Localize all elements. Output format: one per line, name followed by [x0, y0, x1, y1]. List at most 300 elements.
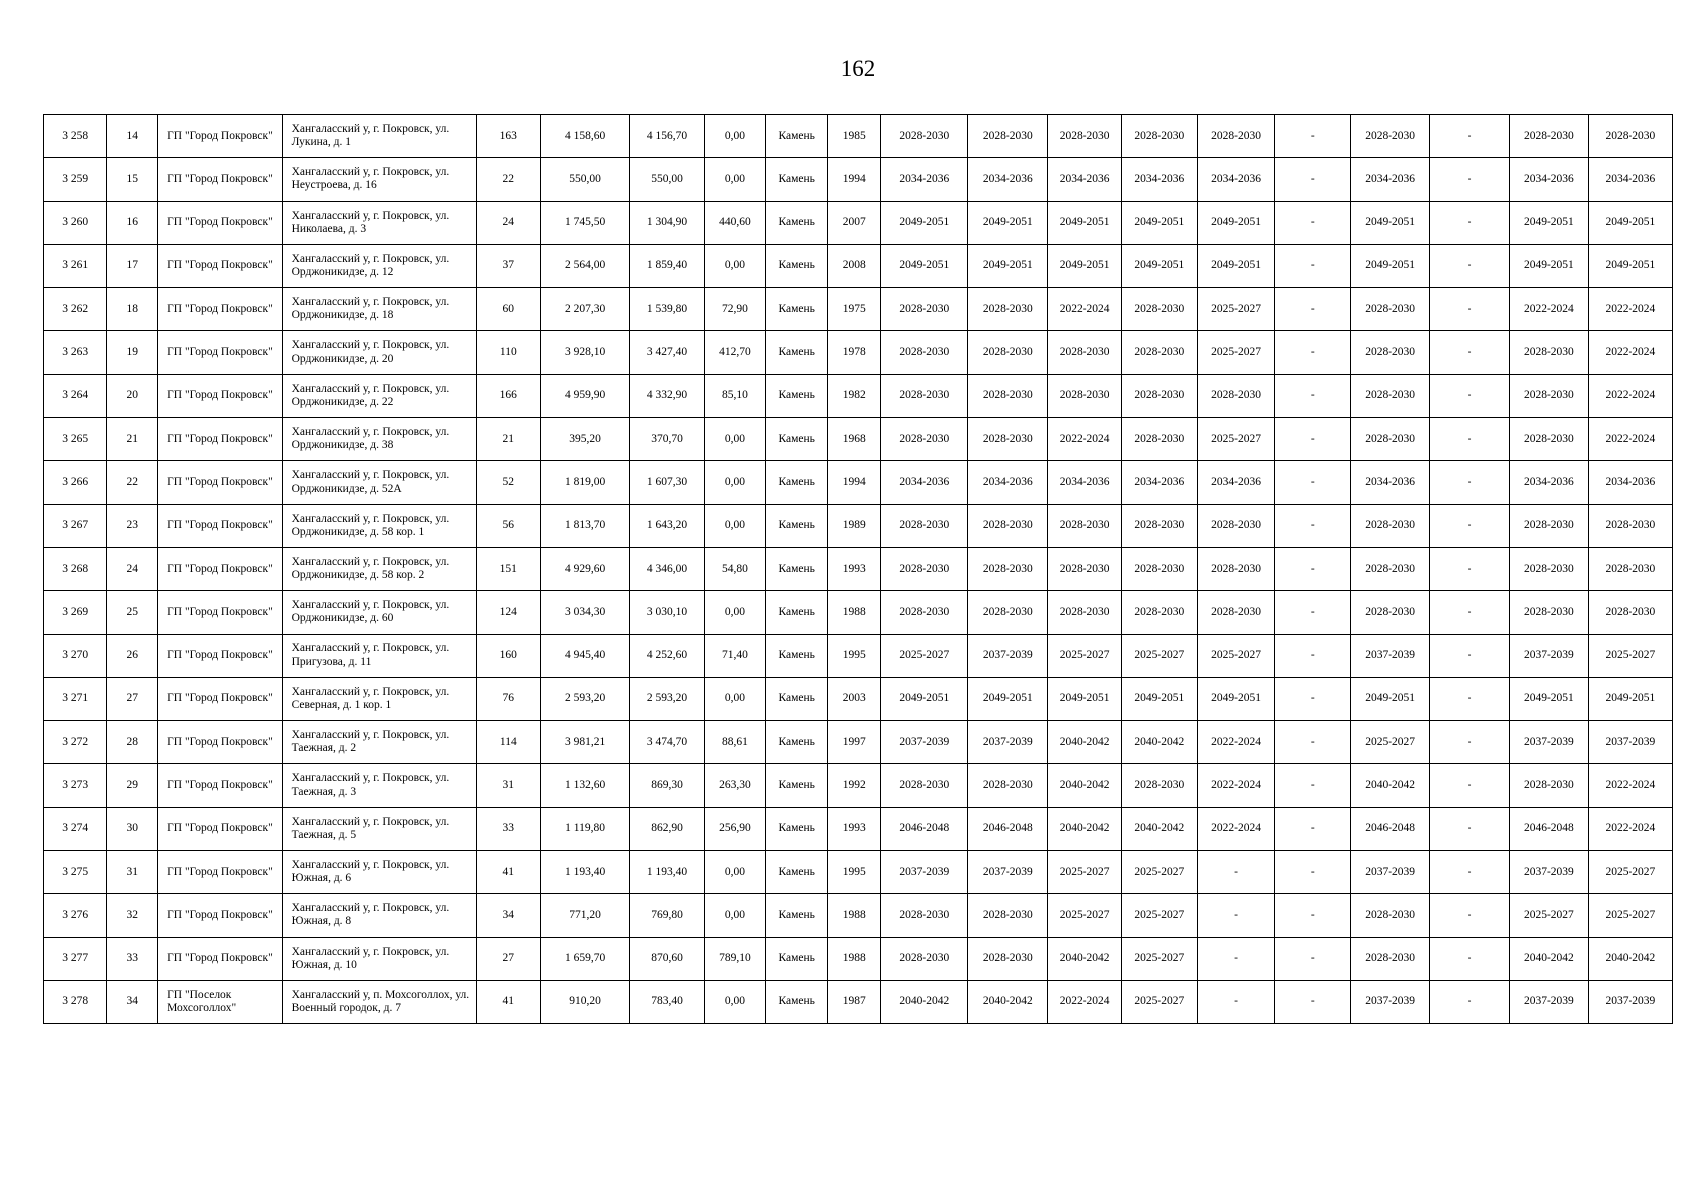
cell-term-3: 2049-2051 [1048, 201, 1122, 244]
cell-term-5: 2028-2030 [1197, 115, 1275, 158]
cell-term-7: 2049-2051 [1351, 201, 1430, 244]
cell-address: Хангаласский у, г. Покровск, ул. Орджоникидзе, д. 22 [282, 374, 476, 417]
cell-municipality: ГП "Город Покровск" [158, 288, 283, 331]
cell-term-9: 2037-2039 [1509, 980, 1588, 1023]
cell-term-3: 2049-2051 [1048, 244, 1122, 287]
cell-term-8: - [1430, 721, 1510, 764]
cell-non-residential-area: 72,90 [704, 288, 765, 331]
cell-item-number: 34 [107, 980, 158, 1023]
cell-term-5: 2022-2024 [1197, 764, 1275, 807]
cell-term-6: - [1275, 418, 1351, 461]
cell-term-4: 2028-2030 [1121, 504, 1197, 547]
cell-address: Хангаласский у, г. Покровск, ул. Южная, д. 8 [282, 894, 476, 937]
cell-term-7: 2028-2030 [1351, 894, 1430, 937]
cell-residential-area: 370,70 [630, 418, 705, 461]
cell-term-2: 2034-2036 [968, 158, 1048, 201]
cell-address: Хангаласский у, г. Покровск, ул. Неустроева, д. 16 [282, 158, 476, 201]
cell-term-10: 2040-2042 [1588, 937, 1672, 980]
cell-term-7: 2028-2030 [1351, 547, 1430, 590]
table-row [44, 547, 1673, 590]
cell-term-10: 2037-2039 [1588, 721, 1672, 764]
cell-non-residential-area: 0,00 [704, 418, 765, 461]
cell-term-2: 2028-2030 [968, 374, 1048, 417]
cell-term-6: - [1275, 374, 1351, 417]
cell-wall-material: Камень [766, 764, 828, 807]
cell-year-built: 1994 [828, 461, 881, 504]
cell-non-residential-area: 0,00 [704, 115, 765, 158]
cell-term-8: - [1430, 851, 1510, 894]
cell-term-2: 2046-2048 [968, 807, 1048, 850]
table-row [44, 115, 1673, 158]
cell-term-2: 2049-2051 [968, 244, 1048, 287]
cell-term-3: 2028-2030 [1048, 547, 1122, 590]
table-row [44, 764, 1673, 807]
cell-term-9: 2028-2030 [1509, 331, 1588, 374]
cell-item-number: 24 [107, 547, 158, 590]
cell-term-2: 2028-2030 [968, 764, 1048, 807]
cell-row-number: 3 263 [44, 331, 107, 374]
cell-item-number: 20 [107, 374, 158, 417]
cell-non-residential-area: 0,00 [704, 504, 765, 547]
cell-term-9: 2028-2030 [1509, 374, 1588, 417]
cell-wall-material: Камень [766, 331, 828, 374]
cell-year-built: 1982 [828, 374, 881, 417]
cell-row-number: 3 260 [44, 201, 107, 244]
cell-total-area: 4 929,60 [540, 547, 629, 590]
cell-term-6: - [1275, 461, 1351, 504]
cell-term-9: 2034-2036 [1509, 158, 1588, 201]
cell-term-8: - [1430, 374, 1510, 417]
cell-term-8: - [1430, 591, 1510, 634]
cell-row-number: 3 266 [44, 461, 107, 504]
cell-term-1: 2049-2051 [881, 244, 968, 287]
cell-wall-material: Камень [766, 634, 828, 677]
cell-term-7: 2028-2030 [1351, 591, 1430, 634]
cell-term-9: 2028-2030 [1509, 115, 1588, 158]
cell-term-8: - [1430, 634, 1510, 677]
cell-term-9: 2037-2039 [1509, 721, 1588, 764]
table-row [44, 677, 1673, 720]
cell-term-1: 2028-2030 [881, 547, 968, 590]
cell-term-8: - [1430, 418, 1510, 461]
cell-total-area: 2 207,30 [540, 288, 629, 331]
cell-term-9: 2025-2027 [1509, 894, 1588, 937]
cell-wall-material: Камень [766, 980, 828, 1023]
cell-term-5: 2049-2051 [1197, 677, 1275, 720]
cell-residential-area: 1 193,40 [630, 851, 705, 894]
cell-item-number: 30 [107, 807, 158, 850]
cell-residential-area: 3 427,40 [630, 331, 705, 374]
cell-term-4: 2028-2030 [1121, 547, 1197, 590]
cell-term-4: 2025-2027 [1121, 894, 1197, 937]
cell-term-1: 2037-2039 [881, 851, 968, 894]
table-row [44, 418, 1673, 461]
cell-term-1: 2028-2030 [881, 288, 968, 331]
cell-total-area: 3 928,10 [540, 331, 629, 374]
cell-term-10: 2034-2036 [1588, 158, 1672, 201]
table-row [44, 374, 1673, 417]
cell-term-5: - [1197, 980, 1275, 1023]
cell-year-built: 1995 [828, 634, 881, 677]
cell-term-4: 2028-2030 [1121, 591, 1197, 634]
table-row [44, 331, 1673, 374]
cell-term-10: 2025-2027 [1588, 851, 1672, 894]
cell-total-area: 1 813,70 [540, 504, 629, 547]
cell-total-area: 2 564,00 [540, 244, 629, 287]
cell-item-number: 18 [107, 288, 158, 331]
cell-residents: 76 [476, 677, 540, 720]
cell-address: Хангаласский у, г. Покровск, ул. Орджоникидзе, д. 38 [282, 418, 476, 461]
cell-year-built: 1988 [828, 937, 881, 980]
cell-term-3: 2028-2030 [1048, 331, 1122, 374]
table-body [44, 115, 1673, 1024]
cell-term-6: - [1275, 721, 1351, 764]
cell-term-2: 2028-2030 [968, 115, 1048, 158]
cell-term-1: 2028-2030 [881, 418, 968, 461]
cell-term-5: 2049-2051 [1197, 201, 1275, 244]
cell-year-built: 1987 [828, 980, 881, 1023]
cell-residential-area: 1 304,90 [630, 201, 705, 244]
table-row [44, 721, 1673, 764]
cell-term-6: - [1275, 331, 1351, 374]
cell-residential-area: 769,80 [630, 894, 705, 937]
cell-residents: 33 [476, 807, 540, 850]
cell-term-3: 2034-2036 [1048, 461, 1122, 504]
cell-term-3: 2040-2042 [1048, 764, 1122, 807]
cell-term-6: - [1275, 115, 1351, 158]
cell-residential-area: 4 332,90 [630, 374, 705, 417]
cell-non-residential-area: 0,00 [704, 591, 765, 634]
cell-term-2: 2028-2030 [968, 547, 1048, 590]
cell-term-3: 2022-2024 [1048, 418, 1122, 461]
cell-term-6: - [1275, 764, 1351, 807]
table-row [44, 461, 1673, 504]
cell-wall-material: Камень [766, 851, 828, 894]
cell-wall-material: Камень [766, 201, 828, 244]
cell-residents: 56 [476, 504, 540, 547]
cell-term-4: 2049-2051 [1121, 677, 1197, 720]
cell-municipality: ГП "Город Покровск" [158, 634, 283, 677]
cell-non-residential-area: 0,00 [704, 851, 765, 894]
cell-term-5: 2049-2051 [1197, 244, 1275, 287]
cell-wall-material: Камень [766, 244, 828, 287]
cell-term-1: 2049-2051 [881, 677, 968, 720]
cell-address: Хангаласский у, г. Покровск, ул. Николаева, д. 3 [282, 201, 476, 244]
cell-term-8: - [1430, 807, 1510, 850]
cell-row-number: 3 259 [44, 158, 107, 201]
cell-residential-area: 1 643,20 [630, 504, 705, 547]
cell-residents: 163 [476, 115, 540, 158]
cell-term-2: 2049-2051 [968, 677, 1048, 720]
cell-wall-material: Камень [766, 158, 828, 201]
cell-year-built: 1988 [828, 894, 881, 937]
cell-term-9: 2049-2051 [1509, 677, 1588, 720]
cell-term-5: - [1197, 937, 1275, 980]
cell-term-7: 2025-2027 [1351, 721, 1430, 764]
cell-row-number: 3 261 [44, 244, 107, 287]
cell-term-9: 2049-2051 [1509, 201, 1588, 244]
cell-term-3: 2040-2042 [1048, 937, 1122, 980]
cell-term-4: 2040-2042 [1121, 807, 1197, 850]
cell-address: Хангаласский у, г. Покровск, ул. Южная, д. 10 [282, 937, 476, 980]
cell-term-2: 2040-2042 [968, 980, 1048, 1023]
cell-term-6: - [1275, 894, 1351, 937]
cell-term-8: - [1430, 331, 1510, 374]
cell-residential-area: 1 859,40 [630, 244, 705, 287]
cell-term-2: 2034-2036 [968, 461, 1048, 504]
cell-municipality: ГП "Город Покровск" [158, 764, 283, 807]
cell-term-6: - [1275, 937, 1351, 980]
cell-row-number: 3 275 [44, 851, 107, 894]
cell-term-7: 2028-2030 [1351, 115, 1430, 158]
cell-term-1: 2034-2036 [881, 461, 968, 504]
cell-term-3: 2049-2051 [1048, 677, 1122, 720]
cell-term-10: 2049-2051 [1588, 244, 1672, 287]
cell-residents: 160 [476, 634, 540, 677]
cell-term-10: 2028-2030 [1588, 547, 1672, 590]
cell-term-3: 2022-2024 [1048, 980, 1122, 1023]
cell-term-2: 2028-2030 [968, 894, 1048, 937]
cell-item-number: 32 [107, 894, 158, 937]
table-row [44, 937, 1673, 980]
cell-total-area: 1 119,80 [540, 807, 629, 850]
cell-address: Хангаласский у, г. Покровск, ул. Таежная, д. 5 [282, 807, 476, 850]
cell-total-area: 1 819,00 [540, 461, 629, 504]
cell-residential-area: 3 030,10 [630, 591, 705, 634]
cell-year-built: 1994 [828, 158, 881, 201]
cell-term-6: - [1275, 158, 1351, 201]
cell-wall-material: Камень [766, 677, 828, 720]
cell-wall-material: Камень [766, 374, 828, 417]
cell-wall-material: Камень [766, 937, 828, 980]
cell-residents: 21 [476, 418, 540, 461]
cell-year-built: 1978 [828, 331, 881, 374]
cell-term-5: 2034-2036 [1197, 158, 1275, 201]
cell-term-3: 2028-2030 [1048, 504, 1122, 547]
cell-term-8: - [1430, 764, 1510, 807]
table-row [44, 288, 1673, 331]
cell-term-9: 2049-2051 [1509, 244, 1588, 287]
table-row [44, 158, 1673, 201]
cell-term-1: 2028-2030 [881, 504, 968, 547]
table-row [44, 851, 1673, 894]
cell-item-number: 33 [107, 937, 158, 980]
cell-term-6: - [1275, 677, 1351, 720]
cell-term-1: 2028-2030 [881, 894, 968, 937]
cell-address: Хангаласский у, г. Покровск, ул. Орджоникидзе, д. 58 кор. 1 [282, 504, 476, 547]
cell-item-number: 25 [107, 591, 158, 634]
cell-term-8: - [1430, 244, 1510, 287]
cell-total-area: 550,00 [540, 158, 629, 201]
cell-item-number: 22 [107, 461, 158, 504]
cell-term-9: 2046-2048 [1509, 807, 1588, 850]
cell-term-10: 2028-2030 [1588, 504, 1672, 547]
cell-year-built: 1993 [828, 807, 881, 850]
cell-term-2: 2037-2039 [968, 721, 1048, 764]
cell-term-4: 2034-2036 [1121, 158, 1197, 201]
cell-address: Хангаласский у, г. Покровск, ул. Орджоникидзе, д. 52А [282, 461, 476, 504]
cell-year-built: 1975 [828, 288, 881, 331]
cell-residents: 22 [476, 158, 540, 201]
cell-term-4: 2025-2027 [1121, 980, 1197, 1023]
cell-term-7: 2037-2039 [1351, 851, 1430, 894]
cell-non-residential-area: 263,30 [704, 764, 765, 807]
cell-address: Хангаласский у, г. Покровск, ул. Орджоникидзе, д. 18 [282, 288, 476, 331]
cell-municipality: ГП "Город Покровск" [158, 418, 283, 461]
cell-total-area: 4 959,90 [540, 374, 629, 417]
cell-item-number: 23 [107, 504, 158, 547]
cell-term-5: 2028-2030 [1197, 504, 1275, 547]
cell-total-area: 771,20 [540, 894, 629, 937]
cell-item-number: 29 [107, 764, 158, 807]
cell-residents: 34 [476, 894, 540, 937]
cell-year-built: 1997 [828, 721, 881, 764]
cell-term-10: 2028-2030 [1588, 591, 1672, 634]
cell-term-9: 2037-2039 [1509, 634, 1588, 677]
cell-term-4: 2028-2030 [1121, 374, 1197, 417]
cell-municipality: ГП "Город Покровск" [158, 894, 283, 937]
cell-term-4: 2049-2051 [1121, 244, 1197, 287]
cell-municipality: ГП "Город Покровск" [158, 201, 283, 244]
cell-non-residential-area: 88,61 [704, 721, 765, 764]
cell-term-8: - [1430, 894, 1510, 937]
cell-total-area: 395,20 [540, 418, 629, 461]
cell-term-8: - [1430, 980, 1510, 1023]
cell-total-area: 2 593,20 [540, 677, 629, 720]
cell-wall-material: Камень [766, 461, 828, 504]
cell-term-1: 2037-2039 [881, 721, 968, 764]
cell-term-6: - [1275, 547, 1351, 590]
cell-term-2: 2028-2030 [968, 504, 1048, 547]
cell-residents: 37 [476, 244, 540, 287]
cell-residents: 27 [476, 937, 540, 980]
cell-year-built: 1995 [828, 851, 881, 894]
cell-term-7: 2028-2030 [1351, 418, 1430, 461]
cell-residential-area: 3 474,70 [630, 721, 705, 764]
cell-term-7: 2028-2030 [1351, 331, 1430, 374]
cell-non-residential-area: 54,80 [704, 547, 765, 590]
cell-municipality: ГП "Город Покровск" [158, 115, 283, 158]
cell-term-4: 2028-2030 [1121, 288, 1197, 331]
cell-term-1: 2046-2048 [881, 807, 968, 850]
cell-term-7: 2028-2030 [1351, 937, 1430, 980]
cell-term-3: 2025-2027 [1048, 634, 1122, 677]
cell-term-8: - [1430, 158, 1510, 201]
cell-term-8: - [1430, 461, 1510, 504]
cell-term-6: - [1275, 634, 1351, 677]
cell-row-number: 3 272 [44, 721, 107, 764]
cell-year-built: 1992 [828, 764, 881, 807]
cell-term-8: - [1430, 115, 1510, 158]
cell-year-built: 1988 [828, 591, 881, 634]
cell-term-10: 2025-2027 [1588, 894, 1672, 937]
cell-item-number: 14 [107, 115, 158, 158]
cell-year-built: 1985 [828, 115, 881, 158]
cell-term-2: 2049-2051 [968, 201, 1048, 244]
cell-term-9: 2028-2030 [1509, 764, 1588, 807]
cell-wall-material: Камень [766, 807, 828, 850]
cell-term-1: 2028-2030 [881, 331, 968, 374]
cell-term-1: 2028-2030 [881, 115, 968, 158]
cell-term-5: 2025-2027 [1197, 331, 1275, 374]
cell-term-1: 2028-2030 [881, 374, 968, 417]
page-number: 162 [840, 56, 876, 81]
cell-term-10: 2049-2051 [1588, 677, 1672, 720]
cell-row-number: 3 262 [44, 288, 107, 331]
cell-row-number: 3 271 [44, 677, 107, 720]
cell-term-1: 2028-2030 [881, 591, 968, 634]
cell-term-9: 2028-2030 [1509, 547, 1588, 590]
cell-residents: 52 [476, 461, 540, 504]
cell-item-number: 21 [107, 418, 158, 461]
cell-term-6: - [1275, 244, 1351, 287]
cell-total-area: 4 945,40 [540, 634, 629, 677]
cell-term-8: - [1430, 504, 1510, 547]
cell-address: Хангаласский у, г. Покровск, ул. Южная, д. 6 [282, 851, 476, 894]
cell-residents: 31 [476, 764, 540, 807]
cell-term-8: - [1430, 547, 1510, 590]
cell-year-built: 2007 [828, 201, 881, 244]
cell-term-5: - [1197, 851, 1275, 894]
cell-term-4: 2025-2027 [1121, 851, 1197, 894]
cell-address: Хангаласский у, г. Покровск, ул. Северная, д. 1 кор. 1 [282, 677, 476, 720]
cell-residents: 110 [476, 331, 540, 374]
cell-municipality: ГП "Город Покровск" [158, 374, 283, 417]
table-row [44, 591, 1673, 634]
cell-row-number: 3 273 [44, 764, 107, 807]
cell-total-area: 4 158,60 [540, 115, 629, 158]
cell-term-9: 2034-2036 [1509, 461, 1588, 504]
cell-municipality: ГП "Город Покровск" [158, 851, 283, 894]
cell-term-5: 2022-2024 [1197, 721, 1275, 764]
cell-term-1: 2025-2027 [881, 634, 968, 677]
cell-residential-area: 4 156,70 [630, 115, 705, 158]
cell-non-residential-area: 71,40 [704, 634, 765, 677]
cell-municipality: ГП "Город Покровск" [158, 591, 283, 634]
cell-residential-area: 4 346,00 [630, 547, 705, 590]
cell-term-2: 2028-2030 [968, 937, 1048, 980]
cell-term-9: 2028-2030 [1509, 418, 1588, 461]
cell-term-3: 2028-2030 [1048, 374, 1122, 417]
cell-non-residential-area: 0,00 [704, 461, 765, 504]
cell-term-10: 2037-2039 [1588, 980, 1672, 1023]
cell-term-4: 2028-2030 [1121, 331, 1197, 374]
cell-address: Хангаласский у, г. Покровск, ул. Орджоникидзе, д. 12 [282, 244, 476, 287]
cell-item-number: 31 [107, 851, 158, 894]
table-row [44, 634, 1673, 677]
cell-wall-material: Камень [766, 288, 828, 331]
cell-term-1: 2028-2030 [881, 764, 968, 807]
cell-term-5: 2028-2030 [1197, 374, 1275, 417]
cell-non-residential-area: 412,70 [704, 331, 765, 374]
cell-address: Хангаласский у, г. Покровск, ул. Таежная, д. 3 [282, 764, 476, 807]
cell-municipality: ГП "Город Покровск" [158, 244, 283, 287]
cell-non-residential-area: 0,00 [704, 677, 765, 720]
cell-term-2: 2037-2039 [968, 634, 1048, 677]
cell-term-7: 2046-2048 [1351, 807, 1430, 850]
cell-term-3: 2040-2042 [1048, 721, 1122, 764]
cell-term-8: - [1430, 677, 1510, 720]
cell-municipality: ГП "Город Покровск" [158, 807, 283, 850]
cell-term-7: 2034-2036 [1351, 461, 1430, 504]
cell-term-9: 2028-2030 [1509, 591, 1588, 634]
cell-term-7: 2040-2042 [1351, 764, 1430, 807]
cell-item-number: 26 [107, 634, 158, 677]
cell-item-number: 27 [107, 677, 158, 720]
cell-term-10: 2022-2024 [1588, 374, 1672, 417]
cell-term-7: 2037-2039 [1351, 634, 1430, 677]
cell-non-residential-area: 85,10 [704, 374, 765, 417]
